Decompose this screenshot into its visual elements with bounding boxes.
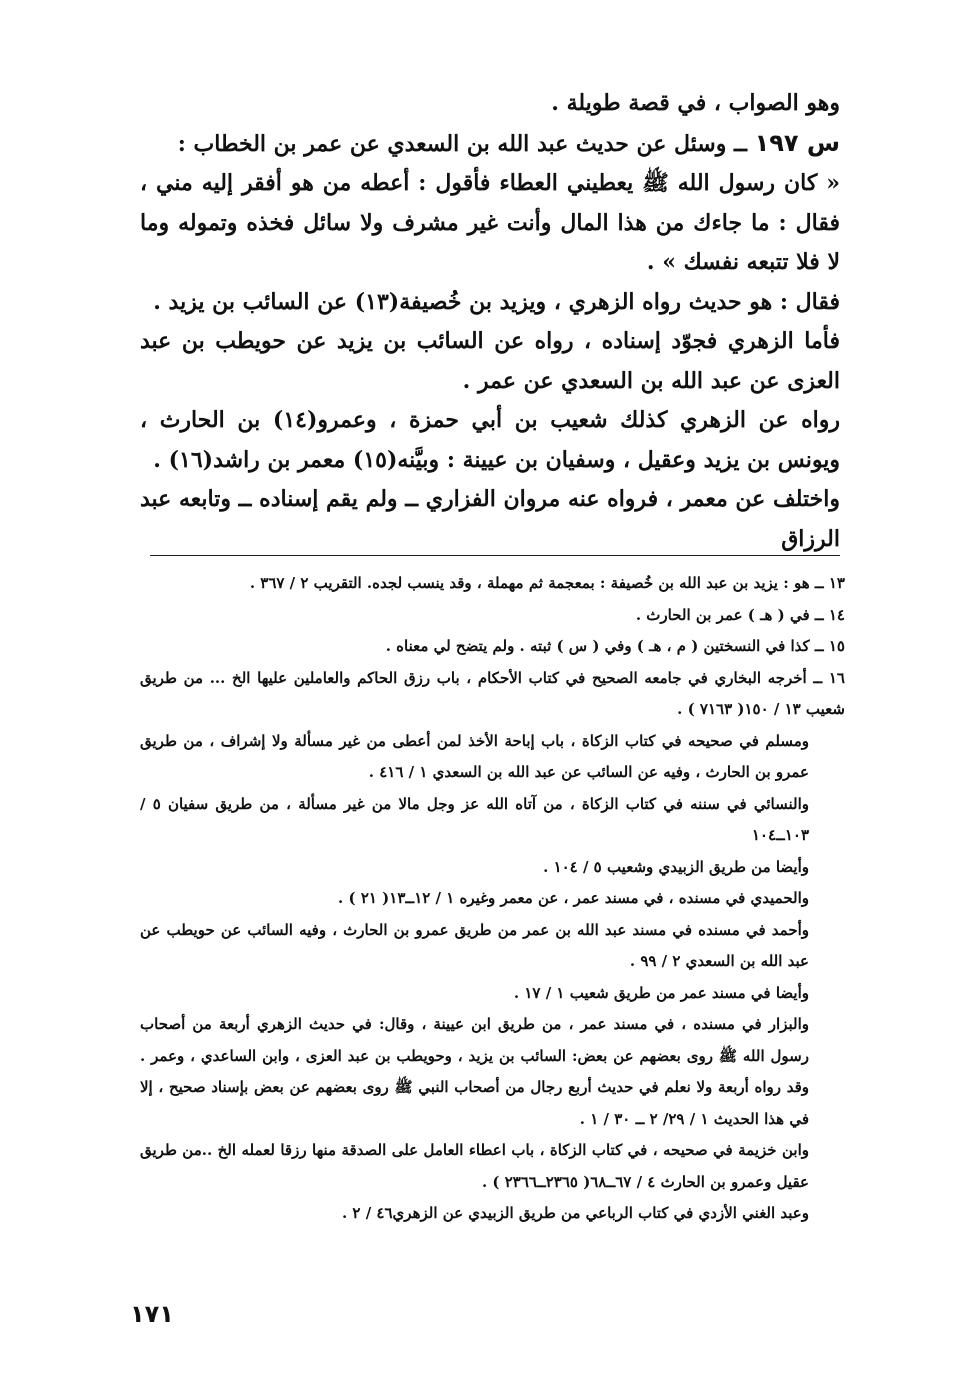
footnote-16-ref: وأيضا في مسند عمر من طريق شعيب ١ / ١٧ . (513, 983, 809, 1002)
answer-paragraph: واختلف عن معمر ، فرواه عنه مروان الفزاري ــ ولم يقم إسناده ــ وتابعه عبد الرزاق (140, 486, 840, 552)
footnote-14: ١٤ ــ في ( هـ ) عمر بن الحارث . (635, 605, 845, 624)
answer-paragraph: رواه عن الزهري كذلك شعيب بن أبي حمزة ، وعمرو(١٤) بن الحارث ، ويونس بن يزيد وعقيل ، وسفيان بن عيينة : وبيَّنه(١٥) معمر بن راشد(١٦) . (140, 407, 840, 473)
footnotes (140, 568, 845, 1230)
page-number: ١٧١ (130, 1300, 174, 1328)
footnote-16: ١٦ ــ أخرجه البخاري في جامعه الصحيح في كتاب الأحكام ، باب رزق الحاكم والعاملين عليها الخ ... من طريق شعيب ١٣ / ١٥٠( ٧١٦٣ ) . (140, 668, 845, 718)
text-line: وهو الصواب ، في قصة طويلة . (551, 90, 840, 116)
footnote-16-ref: وعبد الغني الأزدي في كتاب الرباعي من طريق الزبيدي عن الزهري٤٦ / ٢ . (341, 1204, 809, 1222)
answer-paragraph: فقال : هو حديث رواه الزهري ، ويزيد بن خُصيفة(١٣) عن السائب بن يزيد . (153, 288, 840, 315)
footnote-16-ref: والحميدي في مسنده ، في مسند عمر ، عن معمر وغيره ١ / ١٢ــ١٣( ٢١ ) . (338, 889, 809, 907)
main-text (140, 84, 840, 559)
footnote-divider (150, 555, 840, 556)
footnote-15: ١٥ ــ كذا في النسختين ( م ، هـ ) وفي ( س ) ثبته . ولم يتضح لي معناه . (385, 637, 845, 655)
footnote-16-ref: والبزار في مسنده ، في مسند عمر ، من طريق ابن عيينة ، وقال: في حديث الزهري أربعة من أصحاب رسول الله ﷺ روى بعضهم عن بعض: السائب بن يزيد ، وحويطب بن عبد العزى ، وابن الساعدي ، وعمر . وقد رواه أربعة ولا نعلم في حديث أربع رجال من أصحاب النبي ﷺ روى بعضهم عن بعض بإسناد صحيح ، إلا في هذا الحديث ١ / ٢٩/ ٢ ــ ٣٠ / ١ . (140, 1015, 809, 1128)
question-text: ــ وسئل عن حديث عبد الله بن السعدي عن عمر بن الخطاب : (177, 130, 755, 157)
footnote-16-ref: وابن خزيمة في صحيحه ، في كتاب الزكاة ، باب اعطاء العامل على الصدقة منها رزقا لعمله الخ ..من طريق عقيل وعمرو بن الحارث ٤ / ٦٧ــ٦٨( ٢٣٦٥ــ٢٣٦٦ ) . (140, 1141, 809, 1191)
footnote-16-ref: والنسائي في سننه في كتاب الزكاة ، من آتاه الله عز وجل مالا من غير مسألة ، من طريق سفيان ٥ / ١٠٣ــ١٠٤ (140, 794, 809, 844)
footnote-16-ref: ومسلم في صحيحه في كتاب الزكاة ، باب إباحة الأخذ لمن أعطى من غير مسألة ولا إشراف ، من طريق عمرو بن الحارث ، وفيه عن السائب عن عبد الله بن السعدي ١ / ٤١٦ . (140, 731, 809, 781)
question-paragraph (140, 124, 840, 165)
hadith-text: « كان رسول الله ﷺ يعطيني العطاء فأقول : أعطه من هو أفقر إليه مني ، فقال : ما جاءك من هذا المال وأنت غير مشرف ولا سائل فخذه وتموله وما لا فلا تتبعه نفسك » . (140, 170, 840, 275)
footnote-13: ١٣ ــ هو : يزيد بن عبد الله بن خُصيفة : بمعجمة ثم مهملة ، وقد ينسب لجده. التقريب ٢ / ٣٦٧ . (249, 574, 845, 592)
footnote-16-ref: وأحمد في مسنده في مسند عبد الله بن عمر من طريق عمرو بن الحارث ، وفيه السائب عن حويطب عن عبد الله بن السعدي ٢ / ٩٩ . (140, 920, 809, 970)
question-number: س ١٩٧ (754, 128, 840, 157)
answer-paragraph: فأما الزهري فجوّد إسناده ، رواه عن السائب بن يزيد عن حويطب بن عبد العزى عن عبد الله بن السعدي عن عمر . (140, 328, 840, 394)
footnote-16-ref: وأيضا من طريق الزبيدي وشعيب ٥ / ١٠٤ . (543, 857, 809, 876)
